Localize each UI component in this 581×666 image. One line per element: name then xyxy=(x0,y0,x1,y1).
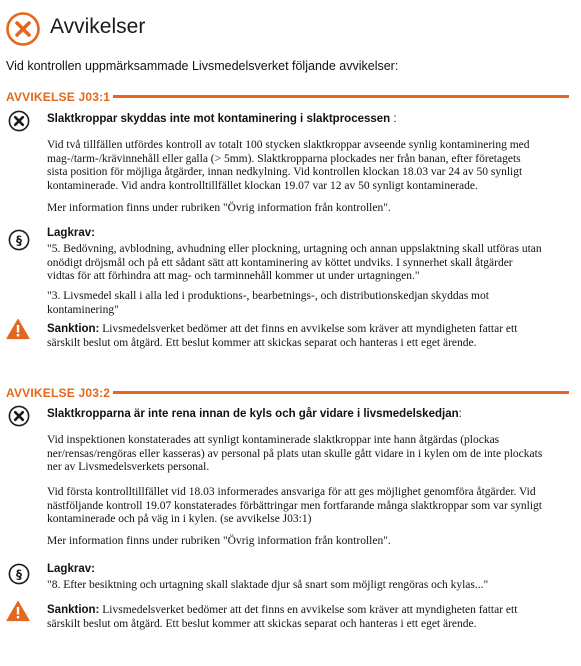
lagkrav-label: Lagkrav: xyxy=(47,563,95,575)
sanktion-text: Sanktion: Livsmedelsverket bedömer att det finns en avvikelse som kräver att myndigheten fattar ett särskilt beslut om åtgärd. Ett beslut kommer att skickas separat och hanteras i ett eget ärende. xyxy=(47,323,518,349)
warning-icon xyxy=(6,600,30,622)
deviation-heading: Slaktkroppar skyddas inte mot kontaminering i slaktprocessen : xyxy=(47,113,397,125)
svg-text:§: § xyxy=(16,567,22,582)
deviation-id-label: AVVIKELSE J03:1 xyxy=(6,90,111,104)
intro-text: Vid kontrollen uppmärksammade Livsmedelsverket följande avvikelser: xyxy=(6,59,399,73)
lagkrav-text: "3. Livsmedel skall i alla led i produktions-, bearbetnings-, och distributionskedjan skyddas mot kontaminering" xyxy=(47,290,489,316)
deviation-description: Vid första kontrolltillfället vid 18.03 informerades ansvariga för att ges möjlighet genomföra åtgärder. Vid nästföljande kontroll 19.07 konstaterades förbättringar men fortfarande många slaktkroppar som var synligt kontaminerade och på väg in i kylen. (se avvikelse J03:1) xyxy=(47,486,542,526)
lagkrav-text: "5. Bedövning, avblodning, avhudning eller plockning, urtagning och annan uppslaktning skall utföras utan onödigt dröjsmål och på ett sådant sätt att kontaminering av köttet undviks. I synnerhet skall åtgärder vidtas för att förhindra att mag- och tarminnehåll kommer ut under urtagningen." xyxy=(47,243,542,283)
svg-text:§: § xyxy=(16,233,22,248)
lagkrav-label: Lagkrav: xyxy=(47,227,95,239)
deviation-x-icon xyxy=(8,110,30,132)
section-divider xyxy=(113,95,569,98)
page-title: Avvikelser xyxy=(50,15,146,38)
deviation-heading: Slaktkropparna är inte rena innan de kyls och går vidare i livsmedelskedjan: xyxy=(47,408,462,420)
deviation-x-icon xyxy=(8,405,30,427)
sanktion-text: Sanktion: Livsmedelsverket bedömer att det finns en avvikelse som kräver att myndigheten fattar ett särskilt beslut om åtgärd. Ett beslut kommer att skickas separat och hanteras i ett eget ärende. xyxy=(47,604,518,630)
deviation-id-label: AVVIKELSE J03:2 xyxy=(6,386,111,400)
deviation-description: Vid inspektionen konstaterades att synligt kontaminerade slaktkroppar inte hann åtgärdas (plockas ner/rensas/rengöras eller kasseras) av personal på plats utan skulle gått vidare in i kylen om de inte plockats ner av Livsmedelsverkets personal. xyxy=(47,434,543,474)
section-divider xyxy=(113,391,569,394)
more-info-text: Mer information finns under rubriken "Övrig information från kontrollen". xyxy=(47,535,391,547)
lagkrav-text: "8. Efter besiktning och urtagning skall slaktade djur så snart som möjligt rengöras och kylas..." xyxy=(47,579,489,591)
deviation-description: Vid två tillfällen utfördes kontroll av totalt 100 stycken slaktkroppar avseende synlig kontaminering med mag-/tarm-/krävinnehåll eller galla (> 5mm). Slaktkropparna plockades ner från banan, efter företagets sista position för möjliga åtgärder, innan nedkylning. Vid kontrollen klockan 18.03 var 24 av 50 synligt kontaminerade. Vid andra kontrolltillfället klockan 19.07 var 12 av 50 synligt kontaminerade. xyxy=(47,139,530,192)
law-paragraph-icon xyxy=(8,563,30,585)
warning-icon xyxy=(6,318,30,340)
error-circle-icon xyxy=(6,12,40,46)
law-paragraph-icon xyxy=(8,229,30,251)
more-info-text: Mer information finns under rubriken "Övrig information från kontrollen". xyxy=(47,202,391,214)
